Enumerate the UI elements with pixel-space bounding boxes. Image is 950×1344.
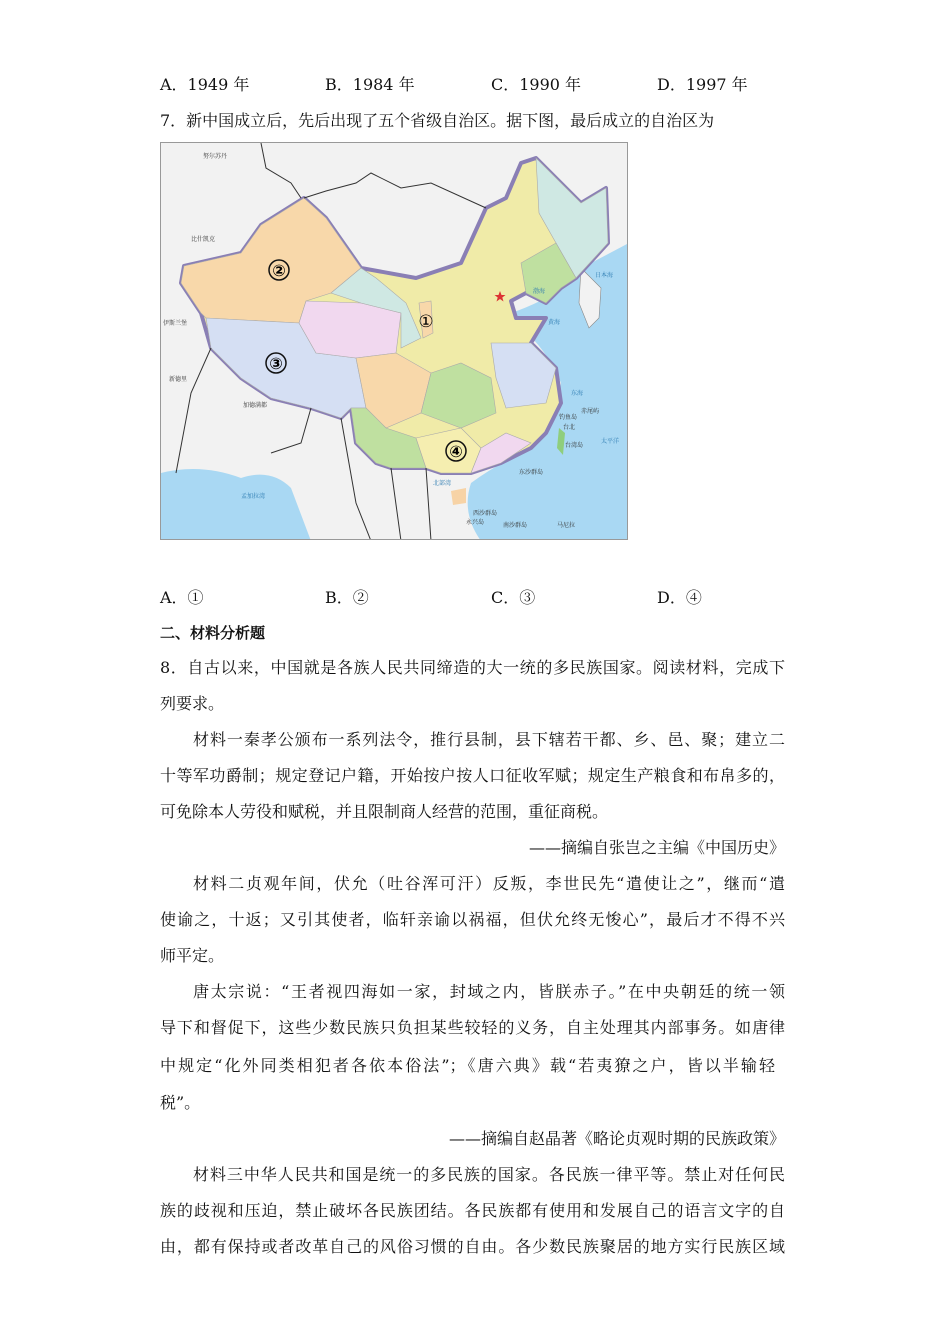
material-2b-line: 唐太宗说：“王者视四海如一家，封域之内，皆朕赤子。”在中央朝廷的统一领 <box>193 982 785 1001</box>
svg-text:伊斯兰堡: 伊斯兰堡 <box>163 320 188 327</box>
material-3-line: 材料三中华人民共和国是统一的多民族的国家。各民族一律平等。禁止对任何民 <box>193 1165 785 1184</box>
material-3-line: 由，都有保持或者改革自己的风俗习惯的自由。各少数民族聚居的地方实行民族区域 <box>160 1237 785 1256</box>
material-2-source: ——摘编自赵晶著《略论贞观时期的民族政策》 <box>448 1129 785 1148</box>
q7-option-b: B．② <box>325 588 369 607</box>
svg-text:钓鱼岛: 钓鱼岛 <box>559 414 578 421</box>
svg-text:黄海: 黄海 <box>548 319 561 326</box>
q7-stem: 7．新中国成立后，先后出现了五个省级自治区。据下图，最后成立的自治区为 <box>160 111 715 130</box>
material-1-source: ——摘编自张岂之主编《中国历史》 <box>528 838 785 857</box>
material-1-line: 材料一秦孝公颁布一系列法令，推行县制，县下辖若干都、乡、邑、聚；建立二 <box>193 730 785 749</box>
svg-text:新德里: 新德里 <box>169 376 188 383</box>
q7-option-d: D．④ <box>657 588 702 607</box>
svg-text:东海: 东海 <box>571 390 584 397</box>
svg-text:努尔苏丹: 努尔苏丹 <box>203 153 228 160</box>
material-1-line: 可免除本人劳役和赋税，并且限制商人经营的范围，重征商税。 <box>160 802 609 821</box>
q8-stem-line: 8．自古以来，中国就是各族人民共同缔造的大一统的多民族国家。阅读材料，完成下 <box>160 658 785 677</box>
svg-text:东沙群岛: 东沙群岛 <box>519 469 544 476</box>
svg-text:北部湾: 北部湾 <box>433 480 452 487</box>
q6-option-a: A．1949 年 <box>160 75 250 94</box>
svg-text:比什凯克: 比什凯克 <box>191 236 216 243</box>
material-2b-line: 导下和督促下，这些少数民族只负担某些较轻的义务，自主处理其内部事务。如唐律 <box>160 1018 785 1037</box>
material-2b-line: 中规定“化外同类相犯者各依本俗法”；《唐六典》载“若夷獠之户，皆以半输轻 <box>160 1056 775 1075</box>
svg-text:马尼拉: 马尼拉 <box>557 522 576 529</box>
material-2-line: 材料二贞观年间，伏允（吐谷浑可汗）反叛，李世民先“遣使让之”，继而“遣 <box>193 874 785 893</box>
svg-text:永兴岛: 永兴岛 <box>466 519 485 526</box>
q7-option-c: C．③ <box>491 588 536 607</box>
svg-text:渤海: 渤海 <box>533 288 546 295</box>
marker-3: ③ <box>269 354 283 373</box>
svg-text:太平洋: 太平洋 <box>601 438 620 445</box>
svg-text:台北: 台北 <box>563 424 576 431</box>
q7-option-a: A．① <box>160 588 204 607</box>
q6-option-d: D．1997 年 <box>657 75 748 94</box>
q6-option-c: C．1990 年 <box>491 75 582 94</box>
svg-text:南沙群岛: 南沙群岛 <box>503 522 528 529</box>
material-2-line: 师平定。 <box>160 946 225 965</box>
marker-1: ① <box>418 312 434 332</box>
material-2b-line: 税”。 <box>160 1093 201 1112</box>
province-qinghai <box>299 301 401 358</box>
q6-option-b: B．1984 年 <box>325 75 415 94</box>
marker-2: ② <box>272 261 286 280</box>
section-title: 二、材料分析题 <box>160 624 266 642</box>
material-1-line: 十等军功爵制；规定登记户籍，开始按户按人口征收军赋；规定生产粮食和布帛多的， <box>160 766 785 785</box>
marker-4: ④ <box>449 442 463 461</box>
svg-text:日本海: 日本海 <box>595 272 614 279</box>
material-3-line: 族的歧视和压迫，禁止破坏各民族团结。各民族都有使用和发展自己的语言文字的自 <box>160 1201 785 1220</box>
svg-text:孟加拉湾: 孟加拉湾 <box>241 493 266 500</box>
svg-text:加德满都: 加德满都 <box>243 402 268 409</box>
svg-text:赤尾屿: 赤尾屿 <box>581 408 600 415</box>
svg-text:西沙群岛: 西沙群岛 <box>473 510 498 517</box>
material-2-line: 使谕之，十返；又引其使者，临轩亲谕以祸福，但伏允终无悛心”，最后才不得不兴 <box>160 910 785 929</box>
q8-stem-line: 列要求。 <box>160 694 225 713</box>
china-map <box>160 142 628 540</box>
svg-text:台湾岛: 台湾岛 <box>565 442 584 449</box>
